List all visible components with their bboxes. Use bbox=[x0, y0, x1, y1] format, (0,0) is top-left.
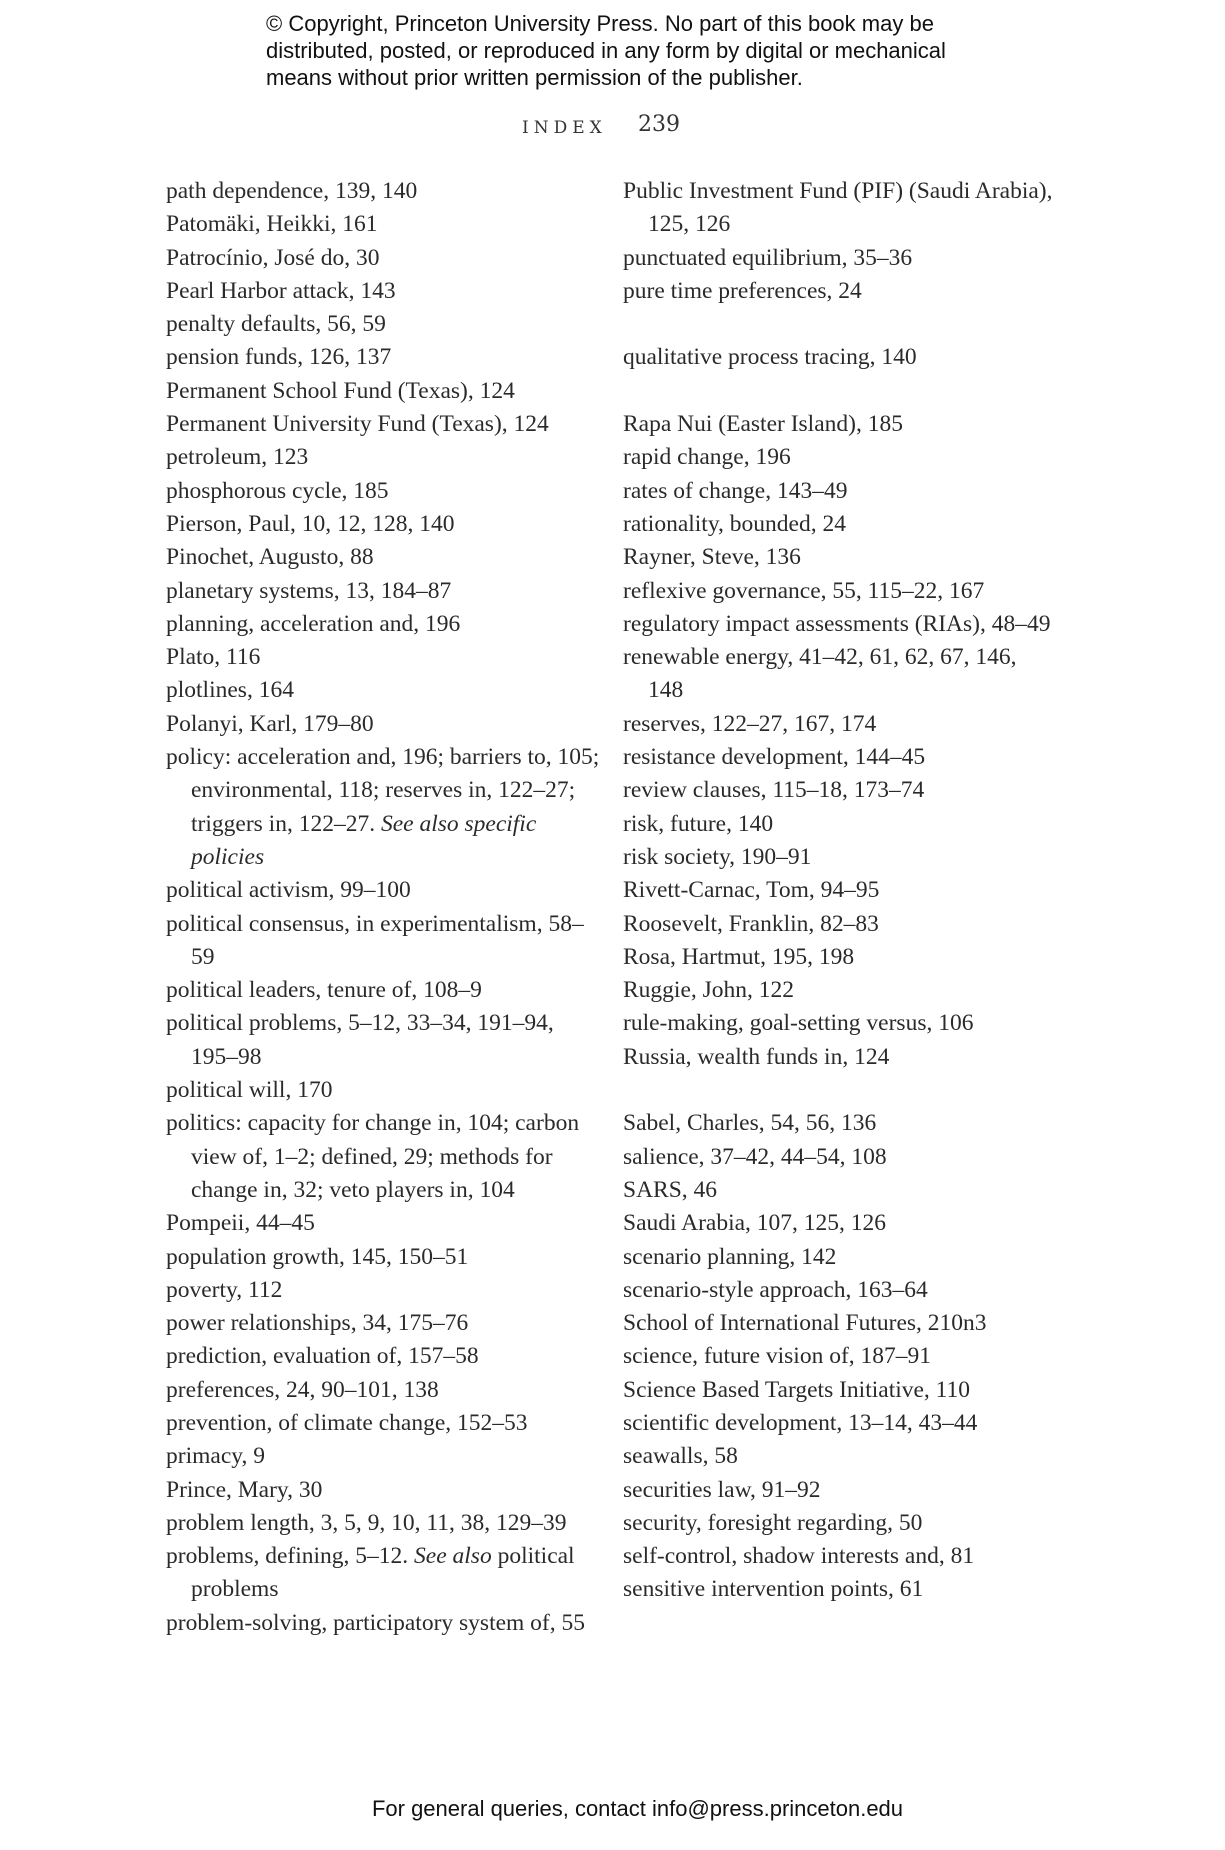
index-entry-text: Rivett-Carnac, Tom, 94–95 bbox=[623, 877, 880, 904]
index-entry bbox=[623, 1274, 1053, 1307]
index-entry bbox=[166, 1407, 606, 1440]
index-entry-text: Pearl Harbor attack, 143 bbox=[166, 277, 396, 304]
index-entry-text: political consensus, in experimentalism, 58–59 bbox=[166, 910, 584, 970]
index-entry-text: seawalls, 58 bbox=[623, 1443, 738, 1470]
index-entry-text: securities law, 91–92 bbox=[623, 1476, 821, 1503]
index-column-right bbox=[623, 175, 1053, 1607]
index-entry bbox=[623, 608, 1053, 641]
index-entry-text: Pompeii, 44–45 bbox=[166, 1210, 315, 1237]
index-entry bbox=[166, 1540, 606, 1607]
index-entry bbox=[623, 1174, 1053, 1207]
index-entry bbox=[623, 1374, 1053, 1407]
index-entry bbox=[623, 874, 1053, 907]
index-entry bbox=[623, 941, 1053, 974]
index-entry bbox=[623, 475, 1053, 508]
index-entry bbox=[166, 242, 606, 275]
index-entry bbox=[166, 575, 606, 608]
index-entry-text: qualitative process tracing, 140 bbox=[623, 344, 917, 371]
index-entry-text: Saudi Arabia, 107, 125, 126 bbox=[623, 1210, 887, 1237]
index-entry-text: Patrocínio, José do, 30 bbox=[166, 244, 380, 271]
index-entry-text: review clauses, 115–18, 173–74 bbox=[623, 777, 925, 804]
index-entry-text: Polanyi, Karl, 179–80 bbox=[166, 710, 374, 737]
index-entry bbox=[623, 1307, 1053, 1340]
index-entry bbox=[166, 1274, 606, 1307]
index-entry-text: salience, 37–42, 44–54, 108 bbox=[623, 1143, 887, 1170]
copyright-line: distributed, posted, or reproduced in any form by digital or mechanical bbox=[266, 38, 946, 63]
index-entry bbox=[623, 1407, 1053, 1440]
index-entry-text: scenario-style approach, 163–64 bbox=[623, 1276, 928, 1303]
index-entry bbox=[166, 441, 606, 474]
index-entry bbox=[623, 1207, 1053, 1240]
index-entry-text: Pinochet, Augusto, 88 bbox=[166, 544, 374, 571]
index-entry-text: preferences, 24, 90–101, 138 bbox=[166, 1376, 439, 1403]
index-entry bbox=[166, 874, 606, 907]
index-entry bbox=[623, 242, 1053, 275]
index-entry-text: planetary systems, 13, 184–87 bbox=[166, 577, 452, 604]
index-entry-text: risk, future, 140 bbox=[623, 810, 774, 837]
index-entry-text: resistance development, 144–45 bbox=[623, 744, 926, 771]
index-entry-text: politics: capacity for change in, 104; carbon view of, 1–2; defined, 29; methods for change in, 32; veto players in, 104 bbox=[166, 1110, 580, 1203]
index-entry bbox=[166, 708, 606, 741]
index-entry bbox=[623, 708, 1053, 741]
index-entry-text: problem length, 3, 5, 9, 10, 11, 38, 129–39 bbox=[166, 1509, 567, 1536]
copyright-notice bbox=[266, 10, 1026, 91]
index-entry bbox=[623, 1507, 1053, 1540]
copyright-line: © Copyright, Princeton University Press. No part of this book may be bbox=[266, 11, 934, 36]
index-entry-text: Rosa, Hartmut, 195, 198 bbox=[623, 943, 855, 970]
index-entry-text: scientific development, 13–14, 43–44 bbox=[623, 1409, 978, 1436]
index-entry bbox=[623, 175, 1053, 242]
index-entry bbox=[166, 1007, 606, 1074]
index-entry bbox=[166, 1607, 606, 1640]
index-entry-text: Permanent School Fund (Texas), 124 bbox=[166, 377, 515, 404]
index-entry-text: prevention, of climate change, 152–53 bbox=[166, 1409, 528, 1436]
index-entry bbox=[166, 1074, 606, 1107]
index-entry-text: rationality, bounded, 24 bbox=[623, 510, 846, 537]
index-entry-text: Ruggie, John, 122 bbox=[623, 977, 795, 1004]
index-entry bbox=[623, 508, 1053, 541]
index-entry-text: path dependence, 139, 140 bbox=[166, 178, 418, 204]
index-entry-text: rates of change, 143–49 bbox=[623, 477, 848, 504]
index-entry-text: punctuated equilibrium, 35–36 bbox=[623, 244, 913, 271]
index-entry-text: reserves, 122–27, 167, 174 bbox=[623, 710, 877, 737]
index-entry-text: Plato, 116 bbox=[166, 644, 261, 671]
index-entry bbox=[623, 974, 1053, 1007]
index-entry-text: Public Investment Fund (PIF) (Saudi Arabia), 125, 126 bbox=[623, 178, 1053, 238]
index-entry bbox=[623, 774, 1053, 807]
index-entry-text: population growth, 145, 150–51 bbox=[166, 1243, 469, 1270]
index-entry bbox=[166, 175, 606, 208]
index-entry-text: prediction, evaluation of, 157–58 bbox=[166, 1343, 479, 1370]
index-entry-text: science, future vision of, 187–91 bbox=[623, 1343, 932, 1370]
index-entry-text: Patomäki, Heikki, 161 bbox=[166, 211, 378, 238]
index-entry-text: Rayner, Steve, 136 bbox=[623, 544, 801, 571]
index-entry-text: Pierson, Paul, 10, 12, 128, 140 bbox=[166, 510, 455, 537]
index-entry bbox=[166, 674, 606, 707]
index-entry bbox=[623, 641, 1053, 708]
index-entry bbox=[166, 1507, 606, 1540]
index-entry bbox=[623, 275, 1053, 308]
index-entry-text: self-control, shadow interests and, 81 bbox=[623, 1543, 975, 1570]
index-entry-text: political will, 170 bbox=[166, 1077, 333, 1104]
index-entry-text: power relationships, 34, 175–76 bbox=[166, 1310, 469, 1337]
index-entry-text: risk society, 190–91 bbox=[623, 843, 812, 870]
index-see-also-target: political problems bbox=[191, 1543, 575, 1603]
index-entry bbox=[166, 908, 606, 975]
index-entry-text: pure time preferences, 24 bbox=[623, 277, 862, 304]
index-entry-text: policy: acceleration and, 196; barriers to, 105; environmental, 118; reserves in, 122–27; triggers in, 122–27. bbox=[166, 744, 600, 837]
index-entry bbox=[623, 575, 1053, 608]
index-entry bbox=[166, 308, 606, 341]
index-entry bbox=[623, 1041, 1053, 1074]
index-entry bbox=[166, 1241, 606, 1274]
index-entry bbox=[166, 475, 606, 508]
index-entry-text: rapid change, 196 bbox=[623, 444, 791, 471]
index-entry-text: regulatory impact assessments (RIAs), 48–49 bbox=[623, 610, 1051, 637]
index-entry-text: political problems, 5–12, 33–34, 191–94, 195–98 bbox=[166, 1010, 554, 1070]
index-entry-text: pension funds, 126, 137 bbox=[166, 344, 392, 371]
index-entry-text: Prince, Mary, 30 bbox=[166, 1476, 323, 1503]
index-entry bbox=[166, 375, 606, 408]
index-entry-text: renewable energy, 41–42, 61, 62, 67, 146, 148 bbox=[623, 644, 1017, 704]
index-entry bbox=[623, 1007, 1053, 1040]
index-entry bbox=[166, 408, 606, 441]
index-entry-text: security, foresight regarding, 50 bbox=[623, 1509, 923, 1536]
index-entry-text: Russia, wealth funds in, 124 bbox=[623, 1043, 890, 1070]
index-entry bbox=[623, 1241, 1053, 1274]
index-entry bbox=[166, 208, 606, 241]
index-entry bbox=[623, 1107, 1053, 1140]
index-entry bbox=[166, 608, 606, 641]
index-entry bbox=[166, 974, 606, 1007]
index-entry-text: political leaders, tenure of, 108–9 bbox=[166, 977, 482, 1004]
index-entry bbox=[623, 541, 1053, 574]
index-entry-text: political activism, 99–100 bbox=[166, 877, 411, 904]
index-entry bbox=[623, 1540, 1053, 1573]
index-entry bbox=[166, 1340, 606, 1373]
index-entry bbox=[166, 275, 606, 308]
index-entry-text: poverty, 112 bbox=[166, 1276, 283, 1303]
index-entry-text: scenario planning, 142 bbox=[623, 1243, 837, 1270]
index-entry-text: penalty defaults, 56, 59 bbox=[166, 311, 386, 338]
index-entry bbox=[166, 341, 606, 374]
page-number: 239 bbox=[638, 112, 680, 137]
index-entry-text: SARS, 46 bbox=[623, 1176, 718, 1203]
index-entry-text: rule-making, goal-setting versus, 106 bbox=[623, 1010, 974, 1037]
index-entry bbox=[166, 1440, 606, 1473]
index-entry-text: plotlines, 164 bbox=[166, 677, 294, 704]
index-entry bbox=[166, 1474, 606, 1507]
index-entry bbox=[623, 1141, 1053, 1174]
index-entry-text: petroleum, 123 bbox=[166, 444, 309, 471]
index-entry bbox=[166, 641, 606, 674]
index-entry-text: planning, acceleration and, 196 bbox=[166, 610, 461, 637]
index-entry bbox=[623, 741, 1053, 774]
index-see-also: See also specific policies bbox=[191, 810, 537, 870]
index-entry bbox=[166, 1307, 606, 1340]
index-entry-text: problem-solving, participatory system of, 55 bbox=[166, 1609, 586, 1636]
index-entry bbox=[623, 408, 1053, 441]
index-entry bbox=[166, 541, 606, 574]
index-entry-text: School of International Futures, 210n3 bbox=[623, 1310, 987, 1337]
index-entry bbox=[166, 1207, 606, 1240]
index-entry-text: primacy, 9 bbox=[166, 1443, 265, 1470]
index-entry-text: phosphorous cycle, 185 bbox=[166, 477, 389, 504]
index-entry bbox=[623, 841, 1053, 874]
index-entry-text: sensitive intervention points, 61 bbox=[623, 1576, 924, 1603]
index-see-also: See also bbox=[414, 1543, 492, 1570]
index-entry bbox=[623, 341, 1053, 374]
index-entry bbox=[623, 908, 1053, 941]
index-entry bbox=[166, 508, 606, 541]
index-entry bbox=[623, 1440, 1053, 1473]
index-entry bbox=[623, 808, 1053, 841]
index-entry bbox=[166, 741, 606, 874]
index-entry-text: Science Based Targets Initiative, 110 bbox=[623, 1376, 971, 1403]
index-entry-text: Permanent University Fund (Texas), 124 bbox=[166, 411, 549, 438]
running-head-label: INDEX bbox=[522, 118, 607, 138]
index-entry bbox=[166, 1107, 606, 1207]
index-entry bbox=[623, 441, 1053, 474]
index-entry bbox=[623, 1340, 1053, 1373]
index-entry-text: problems, defining, 5–12. bbox=[166, 1543, 409, 1570]
index-entry-text: Roosevelt, Franklin, 82–83 bbox=[623, 910, 879, 937]
copyright-line: means without prior written permission of the publisher. bbox=[266, 65, 803, 90]
index-entry-text: Rapa Nui (Easter Island), 185 bbox=[623, 411, 903, 438]
index-column-left bbox=[166, 175, 606, 1640]
index-entry-text: Sabel, Charles, 54, 56, 136 bbox=[623, 1110, 877, 1137]
index-entry bbox=[166, 1374, 606, 1407]
index-entry-text: reflexive governance, 55, 115–22, 167 bbox=[623, 577, 985, 604]
index-entry bbox=[623, 1573, 1053, 1606]
footer-contact: For general queries, contact info@press.princeton.edu bbox=[371, 1796, 904, 1821]
index-entry bbox=[623, 1474, 1053, 1507]
